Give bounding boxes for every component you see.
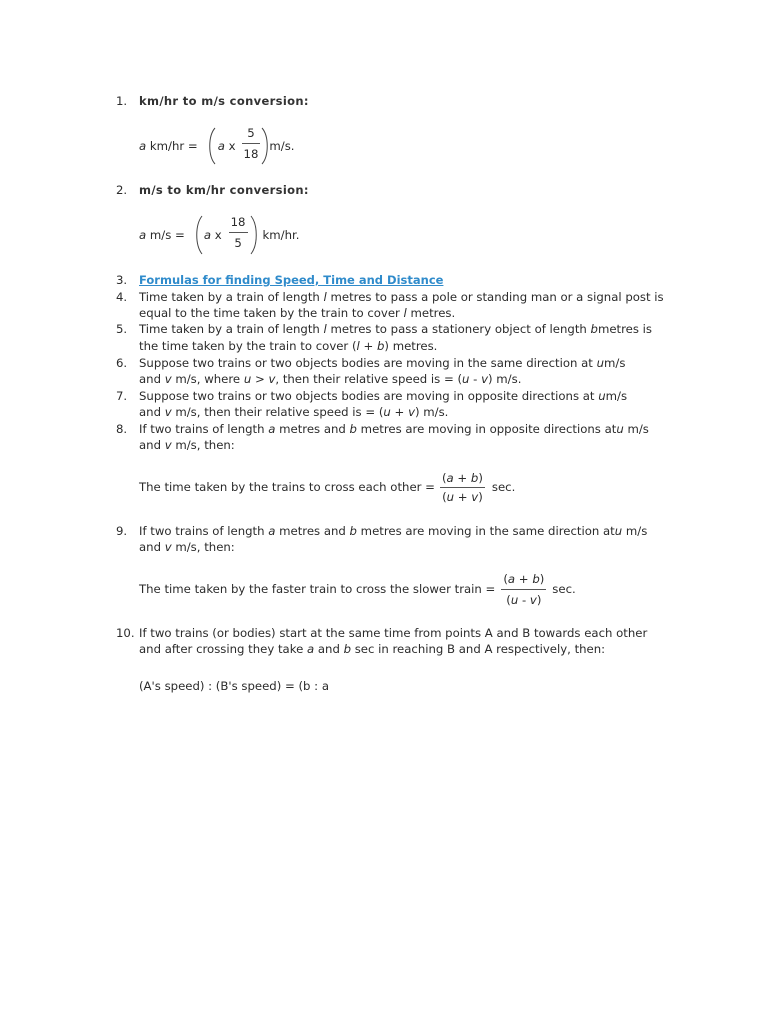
text: ( (503, 571, 508, 586)
variable: u (243, 372, 252, 386)
item-text (139, 641, 605, 657)
list-item-10 (116, 625, 647, 641)
text: and (139, 438, 165, 452)
variable: u (510, 592, 519, 607)
text: + (390, 405, 409, 419)
text: If two trains of length (139, 524, 269, 538)
variable: b (532, 571, 540, 586)
formula-factor (218, 138, 236, 154)
formula-factor (204, 227, 222, 243)
item-text (139, 388, 627, 404)
fraction (501, 572, 546, 607)
list-item-5 (116, 321, 652, 337)
text: m/s (605, 389, 628, 403)
text: Time taken by a train of length (139, 322, 324, 336)
text: metres to pass a pole or standing man or a signal post is (326, 290, 664, 304)
item-text (139, 289, 664, 305)
text: m/s, then: (171, 540, 235, 554)
denominator: 18 (243, 146, 259, 161)
numerator (501, 572, 546, 586)
text: Suppose two trains or two objects bodies are moving in the same direction at (139, 356, 597, 370)
fraction (229, 215, 248, 250)
speed-ratio-formula (139, 678, 329, 694)
variable: u (598, 389, 606, 403)
formula-lhs (139, 227, 185, 243)
variable: u (383, 405, 391, 419)
variable: l (323, 322, 327, 336)
variable: b (343, 642, 351, 656)
fraction (440, 471, 485, 504)
item-text (139, 421, 649, 437)
list-item-1 (116, 93, 309, 109)
text: + (454, 489, 472, 504)
right-parenthesis (250, 215, 258, 255)
variable: b (349, 524, 357, 538)
numerator (440, 471, 485, 485)
text: and (139, 372, 165, 386)
text: m/s, then their relative speed is = ( (171, 405, 384, 419)
formula-lhs (139, 138, 198, 154)
fraction-bar (242, 143, 261, 144)
item-number: 2. (116, 183, 128, 197)
list-item-6-continuation (139, 371, 521, 387)
text: and (314, 642, 344, 656)
formula-unit: sec. (552, 582, 576, 596)
text: - (518, 592, 530, 607)
text: m/s = (146, 228, 185, 242)
fraction-bar (229, 232, 248, 233)
item-number: 1. (116, 94, 128, 108)
text: metres to pass a stationery object of length (326, 322, 591, 336)
formulas-link[interactable]: Formulas for finding Speed, Time and Distance (139, 273, 444, 287)
variable: l (323, 290, 327, 304)
variable: a (217, 139, 225, 153)
text: ) (478, 470, 483, 485)
numerator: 5 (247, 125, 255, 140)
list-item-3 (116, 272, 443, 288)
variable: u (446, 489, 455, 504)
text: - (469, 372, 482, 386)
variable: v (408, 405, 415, 419)
text: + (359, 339, 377, 353)
text: ) m/s. (488, 372, 522, 386)
text: Suppose two trains or two objects bodies are moving in opposite directions at (139, 389, 599, 403)
list-item-7-continuation (139, 404, 448, 420)
text: , then their relative speed is = ( (275, 372, 463, 386)
item-text (139, 523, 647, 539)
formula-unit: km/hr. (262, 228, 300, 242)
text: metres and (275, 524, 350, 538)
text: m/s, then: (171, 438, 235, 452)
variable: v (529, 592, 537, 607)
list-item-9 (116, 523, 647, 539)
variable: v (164, 405, 172, 419)
variable: v (268, 372, 276, 386)
item-heading: km/hr to m/s conversion: (139, 94, 309, 108)
ms-to-kmhr-formula (139, 215, 299, 255)
text: m/s (623, 422, 649, 436)
opposite-direction-crossing-formula (139, 469, 515, 505)
text: and after crossing they take (139, 642, 307, 656)
variable: a (268, 524, 276, 538)
variable: v (471, 489, 479, 504)
item-number: 9. (116, 524, 128, 538)
formula-text: (A's speed) : (B's speed) = (b : a (139, 679, 330, 693)
item-text (139, 437, 235, 453)
formula-text: The time taken by the faster train to cross the slower train = (139, 582, 496, 596)
text: the time taken by the train to cover ( (139, 339, 357, 353)
text: x (210, 228, 222, 242)
list-item-7 (116, 388, 627, 404)
item-number: 3. (116, 273, 128, 287)
item-text (139, 404, 448, 420)
text: metres and (275, 422, 350, 436)
text: metres are moving in opposite directions at (356, 422, 617, 436)
item-text (139, 355, 625, 371)
text: ) (539, 571, 545, 586)
item-number: 6. (116, 356, 128, 370)
list-item-9-continuation (139, 539, 235, 555)
denominator: 5 (234, 235, 242, 250)
text: ( (506, 592, 511, 607)
text: ( (442, 489, 447, 504)
item-text (139, 539, 235, 555)
variable: v (481, 372, 489, 386)
item-text (139, 371, 521, 387)
variable: u (462, 372, 470, 386)
variable: a (203, 228, 211, 242)
item-number: 7. (116, 389, 128, 403)
text: x (224, 139, 236, 153)
denominator (504, 593, 543, 607)
item-number: 8. (116, 422, 128, 436)
item-number: 10. (116, 626, 135, 640)
variable: a (268, 422, 276, 436)
right-parenthesis (261, 127, 269, 165)
text: ) (478, 489, 483, 504)
numerator: 18 (230, 214, 246, 229)
list-item-5-continuation (139, 338, 437, 354)
formula-unit: m/s. (269, 139, 295, 153)
text: sec in reaching B and A respectively, then: (351, 642, 606, 656)
list-item-8 (116, 421, 649, 437)
item-text (139, 338, 437, 354)
variable: u (596, 356, 605, 370)
text: metres are moving in the same direction at (356, 524, 615, 538)
variable: l (403, 306, 407, 320)
variable: a (139, 139, 147, 153)
text: metres. (406, 306, 456, 320)
formula-unit: sec. (491, 480, 516, 494)
list-item-4 (116, 289, 664, 305)
variable: b (349, 422, 357, 436)
variable: b (377, 339, 385, 353)
text: equal to the time taken by the train to cover (139, 306, 404, 320)
text: ( (441, 470, 447, 485)
text: ) metres. (384, 339, 438, 353)
item-text (139, 305, 455, 321)
text: and (139, 540, 165, 554)
text: If two trains of length (139, 422, 269, 436)
kmhr-to-ms-formula (139, 127, 295, 165)
text: If two trains (or bodies) start at the same time from points A and B towards each other (139, 626, 648, 640)
variable: a (306, 642, 315, 656)
variable: u (614, 524, 623, 538)
list-item-6 (116, 355, 625, 371)
item-number: 5. (116, 322, 128, 336)
list-item-8-continuation (139, 437, 235, 453)
list-item-10-continuation (139, 641, 605, 657)
text: + (515, 571, 533, 586)
text: ) m/s. (414, 405, 449, 419)
text: and (139, 405, 165, 419)
item-text (139, 321, 652, 337)
text: Time taken by a train of length (139, 290, 324, 304)
formula-text: The time taken by the trains to cross each other = (139, 480, 435, 494)
variable: a (446, 470, 454, 485)
fraction (242, 126, 261, 161)
variable: b (590, 322, 598, 336)
list-item-2 (116, 182, 309, 198)
list-item-4-continuation (139, 305, 455, 321)
text: > (251, 372, 269, 386)
text: m/s (622, 524, 648, 538)
variable: u (616, 422, 624, 436)
variable: v (164, 540, 172, 554)
variable: a (139, 228, 147, 242)
same-direction-crossing-formula (139, 571, 576, 607)
text: m/s (604, 356, 626, 370)
fraction-bar (440, 487, 485, 488)
variable: v (164, 438, 172, 452)
variable: b (470, 470, 479, 485)
item-heading: m/s to km/hr conversion: (139, 183, 309, 197)
variable: v (164, 372, 172, 386)
fraction-bar (501, 589, 546, 590)
text: ) (536, 592, 542, 607)
item-text (139, 625, 647, 641)
denominator (440, 490, 485, 504)
left-parenthesis (208, 127, 216, 165)
text: m/s, where (171, 372, 244, 386)
item-number: 4. (116, 290, 128, 304)
variable: a (507, 571, 516, 586)
text: + (453, 470, 471, 485)
variable: l (356, 339, 360, 353)
text: metres is (597, 322, 652, 336)
text: km/hr = (146, 139, 198, 153)
left-parenthesis (195, 215, 203, 255)
